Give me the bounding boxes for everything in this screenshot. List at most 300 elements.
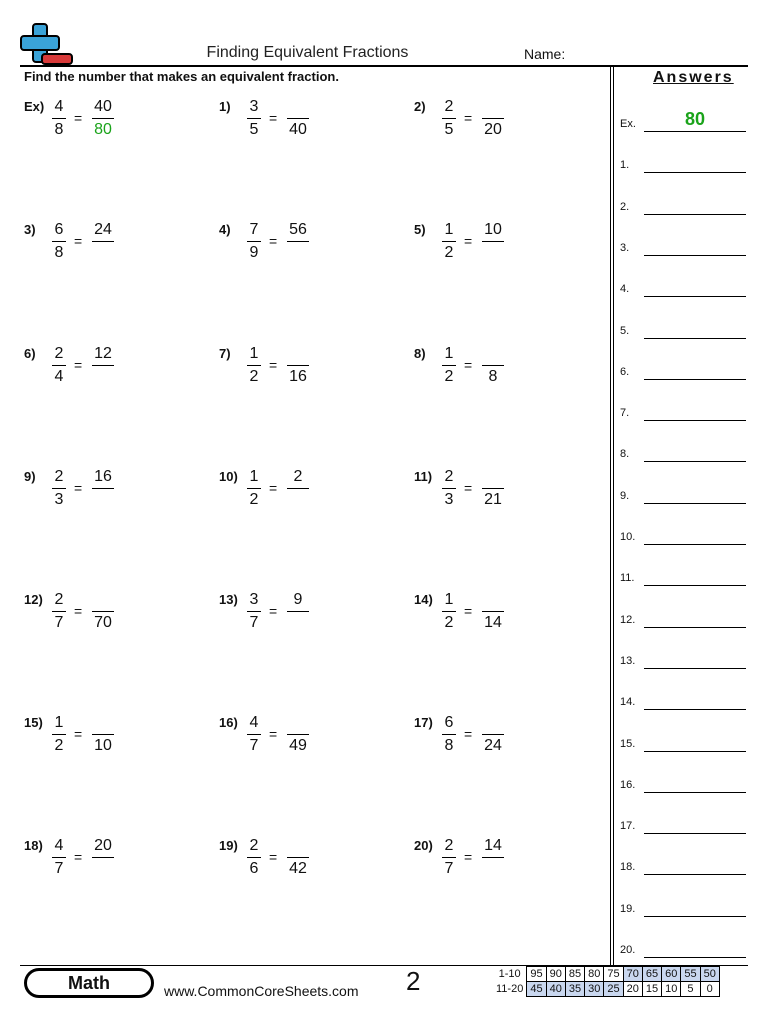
fraction-bar [442, 857, 456, 858]
fraction-denominator [287, 613, 309, 633]
fraction-bar [247, 365, 261, 366]
problem [24, 838, 214, 898]
equals-sign: = [464, 110, 473, 126]
fraction-numerator [482, 97, 504, 117]
problem-number: 19) [219, 838, 238, 853]
fraction-denominator: 42 [289, 860, 307, 877]
target-fraction [482, 220, 504, 263]
score-row-label: 1-10 [498, 968, 521, 980]
fraction-numerator: 1 [249, 468, 259, 485]
answer-blank [644, 131, 746, 132]
given-fraction [52, 713, 66, 756]
fraction-bar [52, 488, 66, 489]
problem-number: 1) [219, 99, 231, 114]
given-fraction [52, 220, 66, 263]
fraction-denominator: 21 [484, 491, 502, 508]
problem-number: 15) [24, 715, 43, 730]
target-fraction [482, 713, 504, 756]
answer-line[interactable] [620, 525, 746, 545]
fraction-denominator: 7 [54, 614, 64, 631]
problem [24, 469, 214, 529]
fraction-bar [92, 365, 114, 366]
answer-blank [644, 503, 746, 504]
fraction-numerator: 6 [444, 714, 454, 731]
fraction-denominator [287, 490, 309, 510]
fraction-numerator: 1 [54, 714, 64, 731]
given-fraction [442, 467, 456, 510]
example-answer-line [620, 109, 746, 132]
fraction-numerator: 16 [94, 468, 112, 485]
problem [219, 99, 409, 159]
fraction-numerator: 12 [94, 345, 112, 362]
fraction-bar [52, 118, 66, 119]
answer-label: 2. [620, 200, 630, 213]
worksheet-title: Finding Equivalent Fractions [206, 44, 409, 61]
problem-number: 8) [414, 346, 426, 361]
answer-blank [644, 585, 746, 586]
answer-column-divider [610, 66, 611, 966]
answer-blank [644, 874, 746, 875]
fraction-numerator: 3 [249, 98, 259, 115]
fraction-denominator: 6 [249, 860, 259, 877]
fraction-bar [52, 857, 66, 858]
website-link: www.CommonCoreSheets.com [164, 983, 359, 999]
answer-label: 11. [620, 572, 635, 585]
fraction-numerator: 4 [54, 837, 64, 854]
answer-blank [644, 957, 746, 958]
problem [24, 346, 214, 406]
answer-line[interactable] [620, 814, 746, 834]
fraction-denominator: 2 [54, 737, 64, 754]
fraction-denominator: 8 [444, 737, 454, 754]
fraction-bar [442, 365, 456, 366]
answer-line[interactable] [620, 153, 746, 173]
problem [219, 469, 409, 529]
problem [24, 715, 214, 775]
answer-line[interactable] [620, 442, 746, 462]
problem [414, 469, 604, 529]
answer-blank [644, 833, 746, 834]
fraction-denominator: 5 [249, 121, 259, 138]
fraction-bar [287, 365, 309, 366]
fraction-numerator: 56 [289, 221, 307, 238]
answer-blank [644, 214, 746, 215]
given-fraction [52, 97, 66, 140]
target-fraction [482, 97, 504, 140]
answer-label: 16. [620, 778, 636, 791]
fraction-denominator: 16 [289, 368, 307, 385]
fraction-denominator: 49 [289, 737, 307, 754]
answer-blank [644, 916, 746, 917]
fraction-denominator: 2 [444, 244, 454, 261]
answer-line[interactable] [620, 773, 746, 793]
answer-label: 19. [620, 902, 636, 915]
score-row [496, 967, 719, 982]
fraction-bar [482, 488, 504, 489]
score-cell: 90 [546, 967, 565, 982]
fraction-numerator [287, 836, 309, 856]
problem-number: 4) [219, 222, 231, 237]
score-cell: 65 [642, 967, 661, 982]
fraction-denominator [482, 243, 504, 263]
score-cell: 95 [527, 967, 546, 982]
answer-label: 1. [620, 159, 630, 172]
target-fraction [482, 590, 504, 633]
problem [414, 592, 604, 652]
target-fraction [92, 467, 114, 510]
answer-line[interactable] [620, 195, 746, 215]
equals-sign: = [269, 110, 278, 126]
equals-sign: = [74, 849, 83, 865]
target-fraction [92, 713, 114, 756]
score-cell: 70 [623, 967, 642, 982]
fraction-numerator: 3 [249, 591, 259, 608]
fraction-denominator: 10 [94, 737, 112, 754]
name-label: Name: [524, 46, 566, 62]
fraction-bar [482, 365, 504, 366]
answer-line[interactable] [620, 236, 746, 256]
fraction-bar [247, 857, 261, 858]
fraction-denominator: 80 [94, 121, 112, 138]
fraction-bar [442, 241, 456, 242]
problem [414, 222, 604, 282]
equals-sign: = [74, 233, 83, 249]
fraction-bar [442, 734, 456, 735]
score-cell: 45 [527, 982, 546, 997]
answer-blank [644, 420, 746, 421]
fraction-numerator: 1 [444, 345, 454, 362]
fraction-denominator: 5 [444, 121, 454, 138]
subject-badge: Math [24, 968, 154, 998]
fraction-bar [247, 611, 261, 612]
answer-line[interactable] [620, 401, 746, 421]
target-fraction [482, 467, 504, 510]
score-cell: 50 [700, 967, 719, 982]
problem-number: 6) [24, 346, 36, 361]
target-fraction [92, 344, 114, 387]
fraction-numerator: 2 [249, 837, 259, 854]
fraction-numerator [287, 713, 309, 733]
problem-number: 14) [414, 592, 433, 607]
fraction-bar [247, 118, 261, 119]
fraction-numerator [482, 344, 504, 364]
given-fraction [52, 467, 66, 510]
score-cell: 35 [565, 982, 584, 997]
fraction-bar [287, 734, 309, 735]
fraction-bar [287, 241, 309, 242]
fraction-numerator: 2 [54, 468, 64, 485]
problem-number: Ex) [24, 99, 45, 114]
fraction-bar [287, 611, 309, 612]
answer-label: 4. [620, 283, 630, 296]
problem-number: 11) [414, 469, 433, 484]
fraction-numerator: 2 [293, 468, 303, 485]
fraction-numerator [287, 97, 309, 117]
fraction-denominator [92, 859, 114, 879]
fraction-numerator: 24 [94, 221, 112, 238]
answer-label: 14. [620, 696, 636, 709]
problem [219, 838, 409, 898]
answer-line[interactable] [620, 484, 746, 504]
problem [414, 715, 604, 775]
answer-line[interactable] [620, 608, 746, 628]
fraction-numerator: 14 [484, 837, 502, 854]
fraction-denominator: 40 [289, 121, 307, 138]
fraction-denominator: 2 [444, 614, 454, 631]
equals-sign: = [464, 357, 473, 373]
given-fraction [247, 836, 261, 879]
answer-line[interactable] [620, 649, 746, 669]
equals-sign: = [74, 480, 83, 496]
target-fraction [287, 590, 309, 633]
score-cell: 0 [700, 982, 719, 997]
target-fraction [92, 220, 114, 263]
fraction-numerator: 40 [94, 98, 112, 115]
answer-blank [644, 172, 746, 173]
given-fraction [442, 97, 456, 140]
target-fraction [482, 344, 504, 387]
answer-blank [644, 379, 746, 380]
answer-line[interactable] [620, 938, 746, 958]
given-fraction [52, 344, 66, 387]
fraction-bar [482, 118, 504, 119]
fraction-bar [482, 241, 504, 242]
answer-blank [644, 709, 746, 710]
answer-line[interactable] [620, 732, 746, 752]
equals-sign: = [269, 726, 278, 742]
answer-label: 8. [620, 448, 630, 461]
fraction-bar [52, 611, 66, 612]
given-fraction [247, 220, 261, 263]
answer-blank [644, 461, 746, 462]
fraction-numerator: 1 [444, 591, 454, 608]
instructions: Find the number that makes an equivalent fraction. [24, 69, 339, 84]
target-fraction [482, 836, 504, 879]
equals-sign: = [464, 726, 473, 742]
fraction-numerator: 2 [444, 98, 454, 115]
problem [24, 592, 214, 652]
score-cell: 10 [662, 982, 681, 997]
fraction-denominator: 7 [249, 614, 259, 631]
fraction-denominator [287, 243, 309, 263]
fraction-bar [442, 118, 456, 119]
fraction-numerator [92, 713, 114, 733]
target-fraction [287, 713, 309, 756]
problem-number: 5) [414, 222, 426, 237]
given-fraction [52, 590, 66, 633]
fraction-denominator: 20 [484, 121, 502, 138]
answer-blank [644, 627, 746, 628]
equals-sign: = [464, 849, 473, 865]
score-row-label: 11-20 [496, 983, 524, 995]
score-cell: 75 [604, 967, 623, 982]
fraction-bar [52, 734, 66, 735]
fraction-numerator: 2 [444, 837, 454, 854]
fraction-bar [247, 241, 261, 242]
equals-sign: = [74, 110, 83, 126]
fraction-bar [52, 365, 66, 366]
answers-title: Answers [653, 69, 734, 86]
answer-line[interactable] [620, 855, 746, 875]
answer-label: 5. [620, 324, 630, 337]
answer-label: 20. [620, 944, 636, 956]
fraction-numerator: 2 [54, 591, 64, 608]
fraction-numerator [287, 344, 309, 364]
equals-sign: = [464, 480, 473, 496]
fraction-denominator: 3 [54, 491, 64, 508]
problem-number: 16) [219, 715, 238, 730]
score-table [496, 966, 720, 997]
problem-number: 18) [24, 838, 43, 853]
answer-line[interactable] [620, 566, 746, 586]
fraction-bar [482, 857, 504, 858]
target-fraction [92, 97, 114, 140]
equals-sign: = [269, 480, 278, 496]
page-number: 2 [406, 966, 421, 996]
fraction-denominator: 9 [249, 244, 259, 261]
fraction-bar [482, 734, 504, 735]
fraction-bar [92, 611, 114, 612]
fraction-bar [92, 118, 114, 119]
fraction-numerator: 1 [249, 345, 259, 362]
given-fraction [442, 344, 456, 387]
score-cell: 25 [604, 982, 623, 997]
answer-line[interactable] [620, 690, 746, 710]
fraction-numerator: 6 [54, 221, 64, 238]
fraction-denominator: 7 [54, 860, 64, 877]
target-fraction [92, 836, 114, 879]
answer-label: 12. [620, 613, 636, 626]
answer-label: 15. [620, 737, 636, 750]
problem-number: 17) [414, 715, 433, 730]
equals-sign: = [464, 603, 473, 619]
score-cell: 30 [585, 982, 604, 997]
score-cell: 60 [662, 967, 681, 982]
target-fraction [287, 836, 309, 879]
answer-blank [644, 668, 746, 669]
fraction-numerator [482, 467, 504, 487]
fraction-denominator: 8 [54, 244, 64, 261]
problem [219, 346, 409, 406]
fraction-bar [92, 734, 114, 735]
given-fraction [442, 836, 456, 879]
fraction-bar [247, 734, 261, 735]
fraction-denominator [92, 490, 114, 510]
fraction-bar [247, 488, 261, 489]
equals-sign: = [74, 726, 83, 742]
given-fraction [247, 590, 261, 633]
fraction-denominator [92, 243, 114, 263]
problem [24, 222, 214, 282]
score-cell: 5 [681, 982, 700, 997]
fraction-numerator [482, 590, 504, 610]
example-problem [24, 99, 214, 159]
score-cell: 55 [681, 967, 700, 982]
equals-sign: = [269, 849, 278, 865]
given-fraction [442, 713, 456, 756]
fraction-denominator: 7 [444, 860, 454, 877]
fraction-bar [52, 241, 66, 242]
fraction-denominator: 24 [484, 737, 502, 754]
equals-sign: = [464, 233, 473, 249]
target-fraction [287, 220, 309, 263]
fraction-bar [287, 857, 309, 858]
fraction-bar [92, 241, 114, 242]
fraction-bar [92, 488, 114, 489]
header-divider [20, 65, 748, 67]
fraction-bar [482, 611, 504, 612]
fraction-numerator: 2 [54, 345, 64, 362]
answer-blank [644, 751, 746, 752]
answer-line[interactable] [620, 277, 746, 297]
answer-blank [644, 544, 746, 545]
given-fraction [52, 836, 66, 879]
score-cell: 40 [546, 982, 565, 997]
equals-sign: = [269, 603, 278, 619]
score-cell: 15 [642, 982, 661, 997]
score-cell: 80 [585, 967, 604, 982]
answer-label: 18. [620, 861, 636, 874]
fraction-denominator: 3 [444, 491, 454, 508]
score-row [496, 982, 719, 997]
problem-number: 12) [24, 592, 43, 607]
fraction-bar [92, 857, 114, 858]
answer-line[interactable] [620, 897, 746, 917]
fraction-numerator: 4 [54, 98, 64, 115]
given-fraction [442, 590, 456, 633]
problem-number: 9) [24, 469, 36, 484]
given-fraction [247, 467, 261, 510]
fraction-denominator: 2 [249, 368, 259, 385]
fraction-numerator: 7 [249, 221, 259, 238]
problem-number: 7) [219, 346, 231, 361]
target-fraction [287, 97, 309, 140]
fraction-denominator: 70 [94, 614, 112, 631]
fraction-denominator [92, 367, 114, 387]
score-cell: 20 [623, 982, 642, 997]
problem [219, 715, 409, 775]
fraction-numerator: 1 [444, 221, 454, 238]
problem-number: 3) [24, 222, 36, 237]
equals-sign: = [74, 603, 83, 619]
fraction-bar [442, 611, 456, 612]
answer-line[interactable] [620, 360, 746, 380]
equals-sign: = [74, 357, 83, 373]
equals-sign: = [269, 233, 278, 249]
example-answer-value: 80 [684, 109, 706, 129]
problem [219, 222, 409, 282]
equals-sign: = [269, 357, 278, 373]
fraction-denominator: 8 [54, 121, 64, 138]
target-fraction [287, 467, 309, 510]
answer-blank [644, 296, 746, 297]
fraction-denominator: 2 [249, 491, 259, 508]
fraction-denominator: 14 [484, 614, 502, 631]
fraction-denominator: 7 [249, 737, 259, 754]
fraction-numerator: 9 [293, 591, 303, 608]
fraction-numerator: 20 [94, 837, 112, 854]
given-fraction [247, 97, 261, 140]
answer-blank [644, 255, 746, 256]
problem [414, 838, 604, 898]
target-fraction [92, 590, 114, 633]
problem [414, 99, 604, 159]
problem-number: 13) [219, 592, 238, 607]
answer-label: 10. [620, 531, 636, 543]
answer-line[interactable] [620, 319, 746, 339]
answer-label: 7. [620, 407, 630, 420]
answer-label: Ex. [620, 118, 636, 130]
